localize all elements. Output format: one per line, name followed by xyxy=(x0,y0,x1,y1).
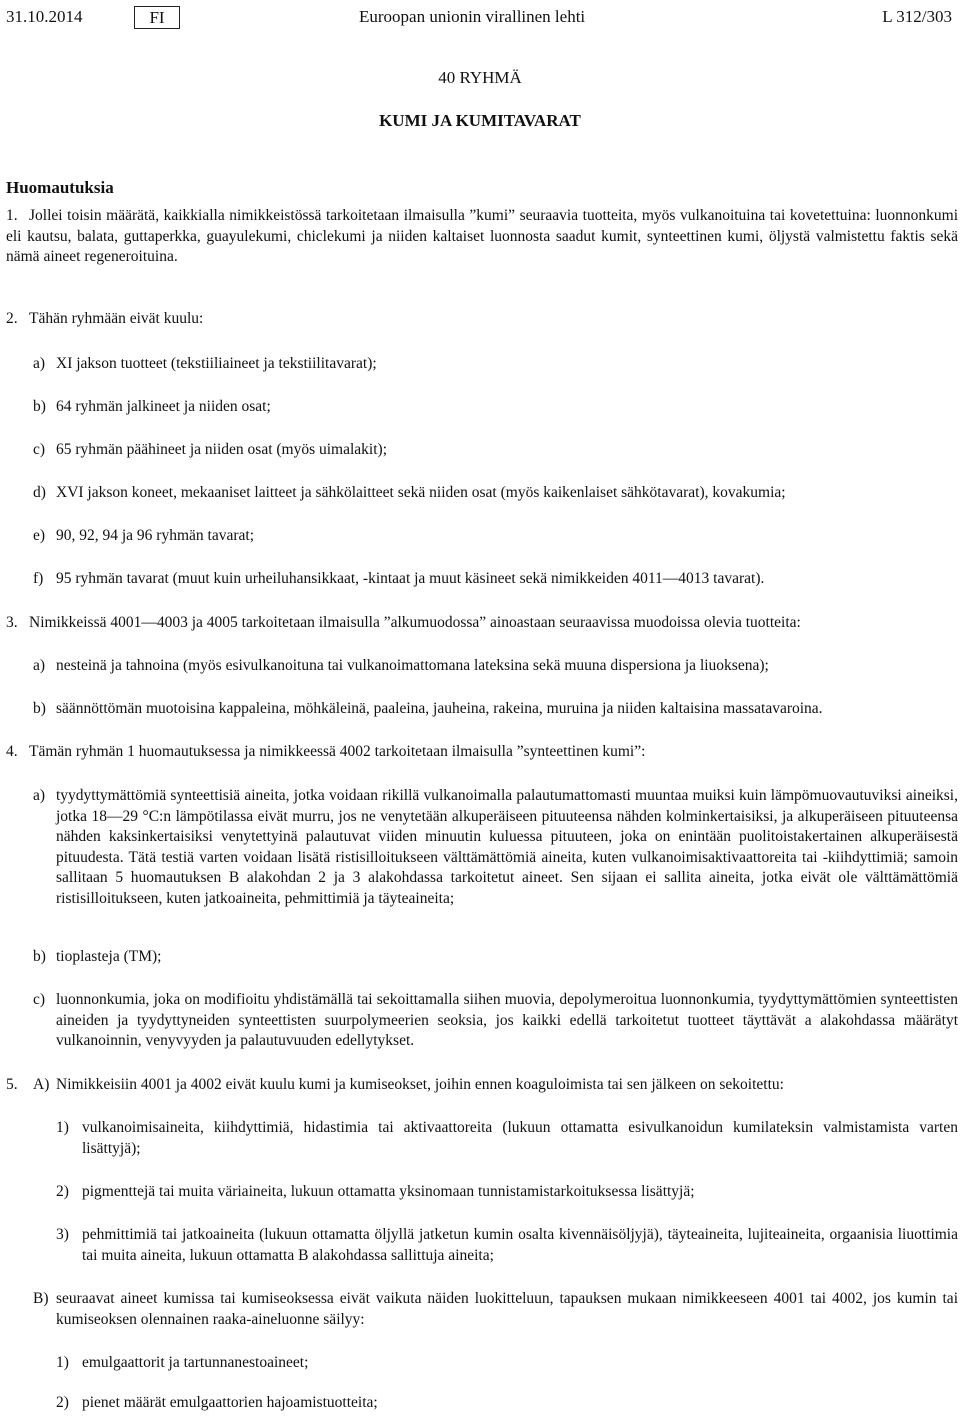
list-item xyxy=(6,1182,958,1203)
journal-title: Euroopan unionin virallinen lehti xyxy=(359,7,586,26)
list-item xyxy=(6,990,958,1052)
item-text: 64 ryhmän jalkineet ja niiden osat; xyxy=(56,398,271,415)
list-item xyxy=(6,440,958,461)
chapter-title: KUMI JA KUMITAVARAT xyxy=(379,111,581,130)
publication-date: 31.10.2014 xyxy=(6,7,83,26)
item-marker: a) xyxy=(33,787,46,804)
chapter-heading: 40 RYHMÄ xyxy=(438,68,522,87)
note-number: 4. xyxy=(6,743,18,760)
item-marker: 2) xyxy=(56,1183,69,1200)
item-text: vulkanoimisaineita, kiihdyttimiä, hidastimia tai aktivaattoreita (lukuun ottamatta esivulkanoidun kumilateksin valmistamista varten lisättyjä); xyxy=(82,1119,958,1157)
list-item xyxy=(6,1118,958,1159)
note-number: 2. xyxy=(6,310,18,327)
item-marker: b) xyxy=(33,398,46,415)
list-item xyxy=(6,397,958,418)
notes-heading: Huomautuksia xyxy=(6,178,114,197)
note-text: Tähän ryhmään eivät kuulu: xyxy=(29,310,204,327)
item-text: nesteinä ja tahnoina (myös esivulkanoituna tai vulkanoimattomana lateksina sekä muuna dispersiona ja liuoksena); xyxy=(56,657,769,674)
item-marker: 2) xyxy=(56,1394,69,1411)
note-5-subsection-b xyxy=(6,1289,958,1330)
note-number: 5. xyxy=(6,1076,18,1093)
item-marker: e) xyxy=(33,527,46,544)
item-marker: b) xyxy=(33,948,46,965)
list-item xyxy=(6,786,958,909)
language-code: FI xyxy=(134,6,180,29)
note-text: Nimikkeissä 4001—4003 ja 4005 tarkoitetaan ilmaisulla ”alkumuodossa” ainoastaan seuraavissa muodoissa olevia tuotteita: xyxy=(29,614,801,631)
list-item xyxy=(6,354,958,375)
page-header xyxy=(0,6,960,32)
note-4 xyxy=(6,742,958,763)
item-text: tioplasteja (TM); xyxy=(56,948,162,965)
list-item xyxy=(6,526,958,547)
subsection-text: seuraavat aineet kumissa tai kumiseoksessa eivät vaikuta näiden luokitteluun, tapauksen mukaan nimikkeeseen 4001 tai 4002, jos kumin tai kumiseoksen olennainen raaka-aineluonne säilyy: xyxy=(56,1290,958,1328)
subsection-marker: A) xyxy=(33,1076,50,1093)
list-item xyxy=(6,569,958,590)
item-text: 90, 92, 94 ja 96 ryhmän tavarat; xyxy=(56,527,255,544)
item-text: 65 ryhmän päähineet ja niiden osat (myös uimalakit); xyxy=(56,441,388,458)
note-1 xyxy=(6,206,958,268)
item-marker: a) xyxy=(33,657,46,674)
note-3 xyxy=(6,613,958,634)
item-marker: 3) xyxy=(56,1226,69,1243)
item-marker: d) xyxy=(33,484,46,501)
item-marker: c) xyxy=(33,441,46,458)
subsection-marker: B) xyxy=(33,1290,49,1307)
item-text: 95 ryhmän tavarat (muut kuin urheiluhansikkaat, -kintaat ja muut käsineet sekä nimikkeiden 4011—4013 tavarat). xyxy=(56,570,765,587)
list-item xyxy=(6,1353,958,1374)
item-text: pigmenttejä tai muita väriaineita, lukuun ottamatta yksinomaan tunnistamistarkoituksessa lisättyjä; xyxy=(82,1183,695,1200)
note-number: 1. xyxy=(6,207,18,224)
note-text: Tämän ryhmän 1 huomautuksessa ja nimikkeessä 4002 tarkoitetaan ilmaisulla ”synteettinen kumi”: xyxy=(29,743,646,760)
item-marker: b) xyxy=(33,700,46,717)
list-item xyxy=(6,699,958,720)
item-text: pehmittimiä tai jatkoaineita (lukuun ottamatta öljyllä jatketun kumin osalta kivennäisöljyjä), täyteaineita, lujiteaineita, orgaanisia liuottimia tai muita aineita, lukuun ottamatta B alakohdassa sallittuja aineita; xyxy=(82,1226,958,1264)
item-text: säännöttömän muotoisina kappaleina, möhkäleinä, paaleina, jauheina, rakeina, muruina ja niiden kaltaisina massatavaroina. xyxy=(56,700,823,717)
note-number: 3. xyxy=(6,614,18,631)
note-text: Jollei toisin määrätä, kaikkialla nimikkeistössä tarkoitetaan ilmaisulla ”kumi” seuraavia tuotteita, myös vulkanoituina tai kovetettuina: luonnonkumi eli kautsu, balata, guttaperkka, guayulekumi, chiclekumi ja niiden kaltaiset luonnosta saadut kumit, synteettinen kumi, öljystä valmistettu faktis sekä nämä aineet regeneroituina. xyxy=(6,207,958,265)
item-text: emulgaattorit ja tartunnanestoaineet; xyxy=(82,1354,309,1371)
item-text: XI jakson tuotteet (tekstiiliaineet ja tekstiilitavarat); xyxy=(56,355,377,372)
page-number: L 312/303 xyxy=(882,7,952,26)
item-text: XVI jakson koneet, mekaaniset laitteet ja sähkölaitteet sekä niiden osat (myös kaikenlaiset sähkötavarat), kovakumia; xyxy=(56,484,786,501)
item-marker: f) xyxy=(33,570,44,587)
subsection-text: Nimikkeisiin 4001 ja 4002 eivät kuulu kumi ja kumiseokset, joihin ennen koaguloimista tai sen jälkeen on sekoitettu: xyxy=(56,1076,784,1093)
note-2 xyxy=(6,309,958,330)
item-text: tyydyttymättömiä synteettisiä aineita, jotka voidaan rikillä vulkanoimalla palautumattomasti muuntaa muiksi kuin lämpömuovautuviksi aineiksi, jotka 18—29 °C:n lämpötilassa eivät murru, jos ne venytetään alkuperäiseen pituuteensa nähden kolminkertaisiksi, ja alkuperäiseen pituuteensa nähden kaksinkertaisiksi venytettyinä palautuvat viiden minuutin kuluessa pituuteen, joka on enintään puolitoistakertainen alkuperäisestä pituudesta. Tätä testiä varten voidaan lisätä ristisilloitukseen välttämättömiä aineita, kuten vulkanoimisaktivaattoreita tai -kiihdyttimiä; samoin sallitaan 5 huomautuksen B alakohdan 2 ja 3 alakohdassa tarkoitetut aineet. Sen sijaan ei sallita aineita, jotka eivät ole välttämättömiä ristisilloitukseen, kuten jatkoaineita, pehmittimiä ja täyteaineita; xyxy=(56,787,958,907)
note-5 xyxy=(6,1075,958,1096)
list-item xyxy=(6,483,958,504)
item-marker: c) xyxy=(33,991,46,1008)
item-text: luonnonkumia, joka on modifioitu yhdistämällä tai sekoittamalla siihen muovia, depolymeroitua luonnonkumia, tyydyttymättömien synteettisten aineiden ja tyydyttyneiden synteettisten suurpolymeerien seoksia, jos kaikki edellä tarkoitetut tuotteet täyttävät a alakohdassa määrätyt vulkanoinnin, venyvyyden ja palautuvuuden edellytykset. xyxy=(56,991,958,1049)
item-marker: 1) xyxy=(56,1119,69,1136)
item-marker: 1) xyxy=(56,1354,69,1371)
item-text: pienet määrät emulgaattorien hajoamistuotteita; xyxy=(82,1394,378,1411)
list-item xyxy=(6,1393,958,1414)
list-item xyxy=(6,1225,958,1266)
list-item xyxy=(6,656,958,677)
item-marker: a) xyxy=(33,355,46,372)
list-item xyxy=(6,947,958,968)
